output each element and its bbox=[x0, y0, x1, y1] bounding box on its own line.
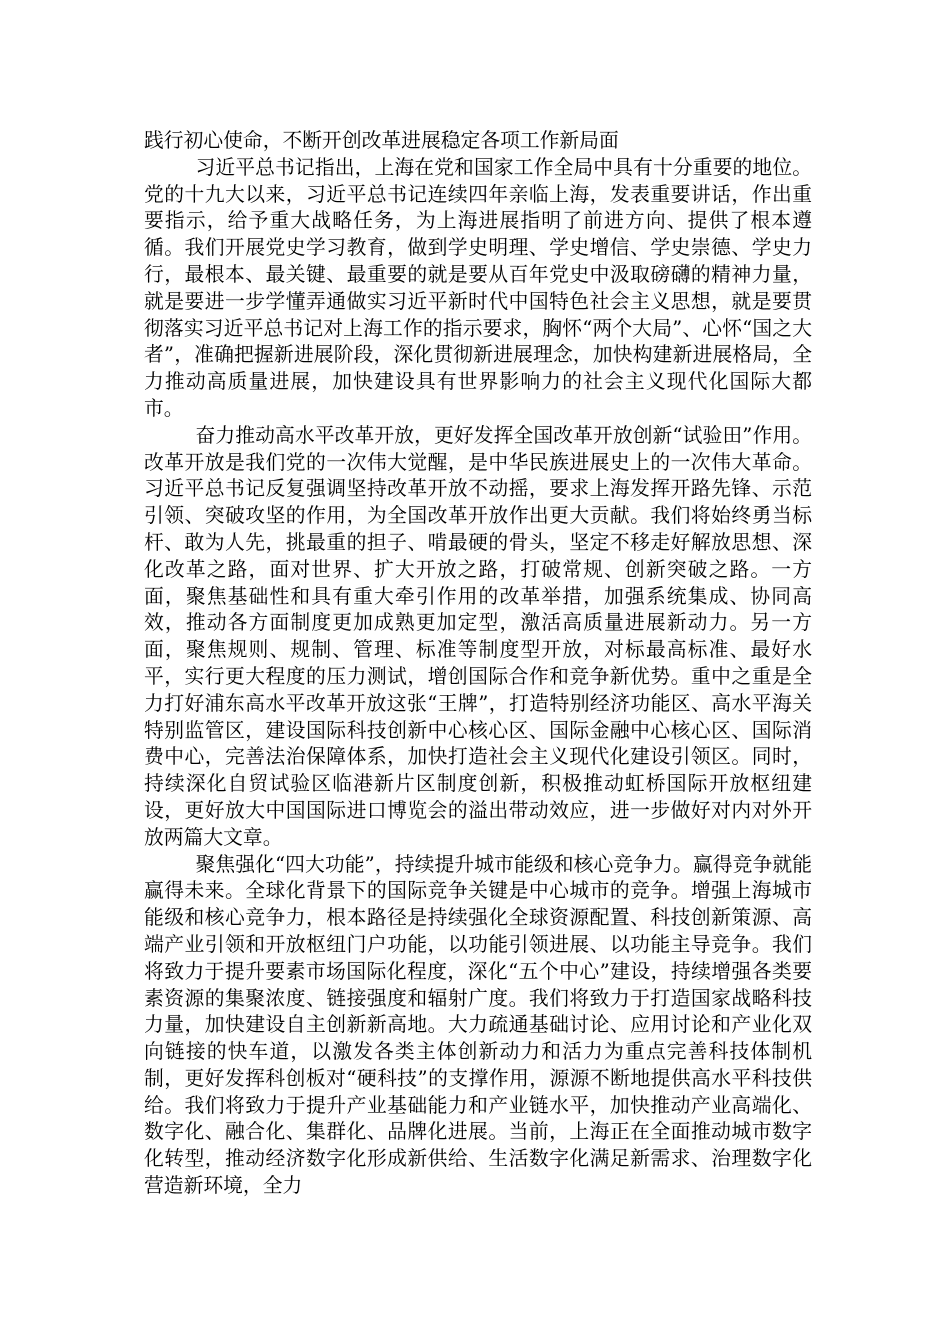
document-page bbox=[144, 128, 812, 1200]
paragraph-1: 习近平总书记指出，上海在党和国家工作全局中具有十分重要的地位。党的十九大以来，习近平总书记连续四年亲临上海，发表重要讲话，作出重要指示，给予重大战略任务，为上海进展指明了前进方向、提供了根本遵循。我们开展党史学习教育，做到学史明理、学史增信、学史崇德、学史力行，最根本、最关键、最重要的就是要从百年党史中汲取磅礴的精神力量，就是要进一步学懂弄通做实习近平新时代中国特色社会主义思想，就是要贯彻落实习近平总书记对上海工作的指示要求，胸怀“两个大局”、心怀“国之大者”，准确把握新进展阶段，深化贯彻新进展理念，加快构建新进展格局，全力推动高质量进展，加快建设具有世界影响力的社会主义现代化国际大都市。 bbox=[144, 155, 812, 420]
document-title: 践行初心使命，不断开创改革进展稳定各项工作新局面 bbox=[144, 129, 619, 152]
paragraph-3: 聚焦强化“四大功能”，持续提升城市能级和核心竞争力。赢得竞争就能赢得未来。全球化背景下的国际竞争关键是中心城市的竞争。增强上海城市能级和核心竞争力，根本路径是持续强化全球资源配置、科技创新策源、高端产业引领和开放枢纽门户功能，以功能引领进展、以功能主导竞争。我们将致力于提升要素市场国际化程度，深化“五个中心”建设，持续增强各类要素资源的集聚浓度、链接强度和辐射广度。我们将致力于打造国家战略科技力量，加快建设自主创新新高地。大力疏通基础讨论、应用讨论和产业化双向链接的快车道，以激发各类主体创新动力和活力为重点完善科技体制机制，更好发挥科创板对“硬科技”的支撑作用，源源不断地提供高水平科技供给。我们将致力于提升产业基础能力和产业链水平，加快推动产业高端化、数字化、融合化、集群化、品牌化进展。当前，上海正在全面推动城市数字化转型，推动经济数字化形成新供给、生活数字化满足新需求、治理数字化营造新环境，全力 bbox=[144, 852, 812, 1198]
paragraph-2: 奋力推动高水平改革开放，更好发挥全国改革开放创新“试验田”作用。改革开放是我们党的一次伟大觉醒，是中华民族进展史上的一次伟大革命。习近平总书记反复强调坚持改革开放不动摇，要求上海发挥开路先锋、示范引领、突破攻坚的作用，为全国改革开放作出更大贡献。我们将始终勇当标杆、敢为人先，挑最重的担子、啃最硬的骨头，坚定不移走好解放思想、深化改革之路，面对世界、扩大开放之路，打破常规、创新突破之路。一方面，聚焦基础性和具有重大牵引作用的改革举措，加强系统集成、协同高效，推动各方面制度更加成熟更加定型，激活高质量进展新动力。另一方面，聚焦规则、规制、管理、标准等制度型开放，对标最高标准、最好水平，实行更大程度的压力测试，增创国际合作和竞争新优势。重中之重是全力打好浦东高水平改革开放这张“王牌”，打造特别经济功能区、高水平海关特别监管区，建设国际科技创新中心核心区、国际金融中心核心区、国际消费中心，完善法治保障体系，加快打造社会主义现代化建设引领区。同时，持续深化自贸试验区临港新片区制度创新，积极推动虹桥国际开放枢纽建设，更好放大中国国际进口博览会的溢出带动效应，进一步做好对内对外开放两篇大文章。 bbox=[144, 423, 812, 849]
